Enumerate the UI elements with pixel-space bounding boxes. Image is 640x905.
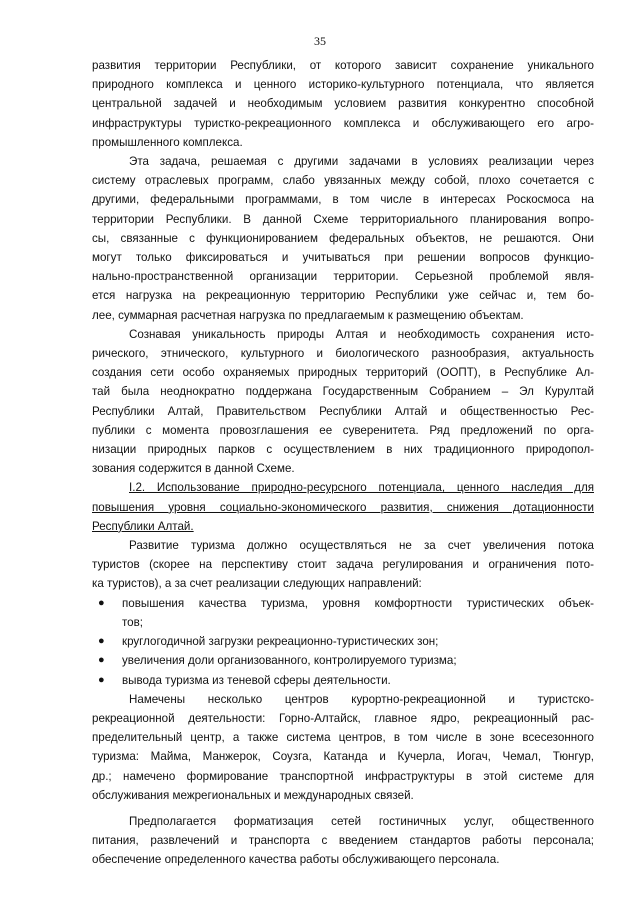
list-item bbox=[92, 651, 594, 670]
bullet-icon: ● bbox=[98, 596, 105, 609]
list-item bbox=[92, 671, 594, 690]
text-line: пределительный центр, а также система центров, в том числе в зоне всесезонного bbox=[92, 731, 594, 745]
bullet-list bbox=[92, 594, 594, 690]
text-line: Предполагается форматизация сетей гостиничных услуг, общественного bbox=[129, 814, 594, 828]
text-line: Намечены несколько центров курортно-рекреационной и туристско- bbox=[129, 692, 594, 706]
text-line: нально-пространственной организации территории. Серьезной проблемой явля- bbox=[92, 270, 594, 284]
heading-line-wrap bbox=[92, 517, 594, 536]
text-line: создания сети особо охраняемых природных территорий (ООПТ), в Республике Ал- bbox=[92, 366, 594, 380]
text-line: инфраструктуры туристко-рекреационного комплекса и обслуживающего его агро- bbox=[92, 116, 594, 130]
text-line: развития территории Республики, от которого зависит сохранение уникального bbox=[92, 59, 594, 72]
text-line: лее, суммарная расчетная нагрузка по предлагаемым к размещению объектам. bbox=[92, 308, 524, 322]
document-body bbox=[92, 56, 594, 870]
text-line: питания, развлечений и транспорта с введением стандартов работы персонала; bbox=[92, 834, 594, 848]
text-line: сы, связанные с функционированием федеральных объектов, не решаются. Они bbox=[92, 231, 594, 245]
text-line: другими, федеральными программами, в том числе в интересах Роскосмоса на bbox=[92, 193, 594, 207]
paragraph-services bbox=[92, 812, 594, 870]
heading-line: Республики Алтай. bbox=[92, 519, 194, 533]
heading-line: повышения уровня социально-экономического развития, снижения дотационности bbox=[92, 500, 594, 514]
text-line: обеспечение определенного качества работы обслуживающего персонала. bbox=[92, 853, 500, 867]
bullet-icon: ● bbox=[98, 673, 105, 686]
text-line: территории Республики. В данной Схеме территориального планирования вопро- bbox=[92, 212, 594, 226]
text-line: Сознавая уникальность природы Алтая и необходимость сохранения исто- bbox=[129, 327, 594, 341]
bullet-icon: ● bbox=[98, 635, 105, 648]
text-line: могут только фиксироваться и учитываться при решении вопросов функцио- bbox=[92, 251, 594, 265]
paragraph-centers bbox=[92, 690, 594, 805]
text-line: Развитие туризма должно осуществляться не за счет увеличения потока bbox=[129, 539, 594, 553]
text-line: туристов (скорее на перспективу стоит задача регулирования и ограничения пото- bbox=[92, 558, 594, 572]
text-line: низации природных парков с осуществлением в них традиционного природопол- bbox=[92, 443, 594, 457]
text-line: систему отраслевых программ, слабо увязанных между собой, плохо сочетается с bbox=[92, 174, 594, 188]
text-line: туризма: Майма, Манжерок, Соузга, Катанда и Кучерла, Иогач, Чемал, Тюнгур, bbox=[92, 750, 594, 764]
text-line: увеличения доли организованного, контролируемого туризма; bbox=[122, 654, 457, 668]
section-heading bbox=[92, 478, 594, 536]
text-line: вывода туризма из теневой сферы деятельности. bbox=[122, 673, 391, 687]
text-line: рического, этнического, культурного и биологического разнообразия, актуальность bbox=[92, 347, 594, 361]
text-line: публики с момента провозглашения ее суверенитета. Ряд предложений по орга- bbox=[92, 423, 594, 437]
text-line: тай была неоднократно поддержана Государственным Собранием – Эл Курултай bbox=[92, 385, 594, 399]
paragraph-tourism-intro bbox=[92, 536, 594, 594]
text-line: промышленного комплекса. bbox=[92, 135, 243, 149]
text-line: центральной задачей и необходимым условием развития конкурентно способной bbox=[92, 97, 594, 111]
text-line: обслуживания межрегиональных и международных связей. bbox=[92, 788, 414, 802]
list-item bbox=[92, 632, 594, 651]
paragraph-uniqueness bbox=[92, 325, 594, 479]
list-item bbox=[92, 594, 594, 632]
text-line: др.; намечено формирование транспортной инфраструктуры в этой системе для bbox=[92, 769, 594, 783]
paragraph-continuation bbox=[92, 56, 594, 152]
text-line: круглогодичной загрузки рекреационно-туристических зон; bbox=[122, 635, 439, 649]
text-line: Эта задача, решаемая с другими задачами в условиях реализации через bbox=[129, 155, 594, 169]
text-line: Республики Алтай, Правительством Республики Алтай и общественностью Рес- bbox=[92, 404, 594, 418]
text-line: ется нагрузка на рекреационную территорию Республики уже сейчас и, тем бо- bbox=[92, 289, 594, 303]
paragraph-task bbox=[92, 152, 594, 325]
text-line: природного комплекса и ценного историко-культурного потенциала, что является bbox=[92, 78, 594, 92]
page-number: 35 bbox=[314, 34, 326, 48]
text-line: ка туристов), а за счет реализации следующих направлений: bbox=[92, 577, 422, 591]
text-line: зования содержится в данной Схеме. bbox=[92, 462, 295, 476]
text-line: тов; bbox=[122, 615, 144, 629]
heading-line: I.2. Использование природно-ресурсного потенциала, ценного наследия для bbox=[129, 481, 594, 495]
text-line: рекреационной деятельности: Горно-Алтайск, главное ядро, рекреационный рас- bbox=[92, 711, 594, 725]
text-line: повышения качества туризма, уровня комфортности туристических объек- bbox=[122, 596, 594, 610]
bullet-icon: ● bbox=[98, 654, 105, 667]
